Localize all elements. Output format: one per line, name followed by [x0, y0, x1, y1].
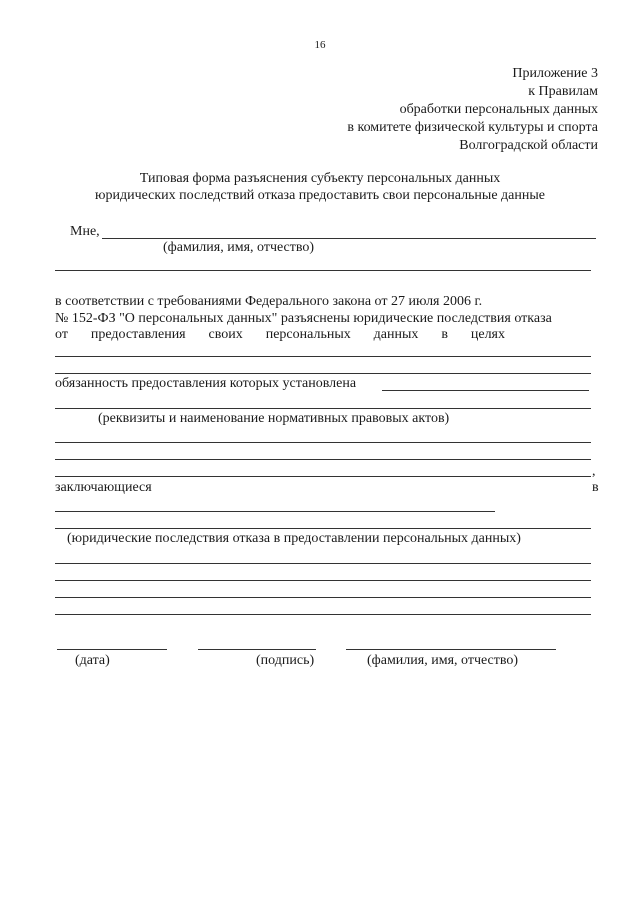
signature-caption: (подпись)	[256, 653, 315, 668]
date-field-line[interactable]	[57, 649, 167, 650]
obligation-field-line[interactable]	[382, 390, 589, 391]
signature-field-line[interactable]	[198, 649, 316, 650]
comma-mark: ,	[592, 464, 596, 479]
obligation-label: обязанность предоставления которых установлена	[55, 376, 357, 391]
date-caption: (дата)	[75, 653, 110, 668]
consequences-field-line-3[interactable]	[55, 563, 591, 564]
para-line-1: в соответствии с требованиями Федерального закона от 27 июля 2006 г.	[55, 294, 483, 309]
fio-field-line[interactable]	[102, 238, 596, 239]
fio-caption: (фамилия, имя, отчество)	[163, 240, 315, 255]
consequences-field-line-2[interactable]	[55, 528, 591, 529]
acts-field-line-1[interactable]	[55, 408, 591, 409]
title-line-1: Типовая форма разъяснения субъекту персональных данных	[139, 171, 501, 186]
appendix-line-3: обработки персональных данных	[399, 102, 598, 117]
acts-field-line-4[interactable]	[55, 476, 591, 477]
para-word: в	[441, 327, 448, 342]
acts-field-line-3[interactable]	[55, 459, 591, 460]
page-number: 16	[314, 39, 326, 51]
purpose-field-line-2[interactable]	[55, 373, 591, 374]
acts-field-line-2[interactable]	[55, 442, 591, 443]
para-word: целях	[470, 327, 505, 342]
appendix-line-5: Волгоградской области	[459, 138, 598, 153]
para-word: персональных	[265, 327, 351, 342]
appendix-line-2: к Правилам	[528, 84, 598, 99]
para-word: своих	[208, 327, 243, 342]
acts-caption: (реквизиты и наименование нормативных правовых актов)	[98, 411, 450, 426]
appendix-line-1: Приложение 3	[512, 66, 598, 81]
consequences-field-line-4[interactable]	[55, 580, 591, 581]
appendix-line-4: в комитете физической культуры и спорта	[347, 120, 598, 135]
para-word: данных	[373, 327, 419, 342]
mne-label: Мне,	[70, 224, 100, 239]
para-line-3	[55, 328, 589, 342]
consisting-label: заключающиеся	[55, 480, 152, 495]
consisting-in: в	[592, 480, 599, 495]
para-word: предоставления	[90, 327, 186, 342]
para-line-2: № 152-ФЗ "О персональных данных" разъяснены юридические последствия отказа	[55, 311, 552, 326]
consequences-field-line-5[interactable]	[55, 597, 591, 598]
purpose-field-line-1[interactable]	[55, 356, 591, 357]
consequences-caption: (юридические последствия отказа в предоставлении персональных данных)	[67, 531, 521, 546]
title-line-2: юридических последствий отказа предоставить свои персональные данные	[95, 188, 545, 203]
consequences-field-line-6[interactable]	[55, 614, 591, 615]
consequences-field-line-1[interactable]	[55, 511, 495, 512]
fio-signature-field-line[interactable]	[346, 649, 556, 650]
para-word: от	[55, 327, 68, 342]
fio-caption-bottom: (фамилия, имя, отчество)	[367, 653, 519, 668]
fio-field-line-2[interactable]	[55, 270, 591, 271]
